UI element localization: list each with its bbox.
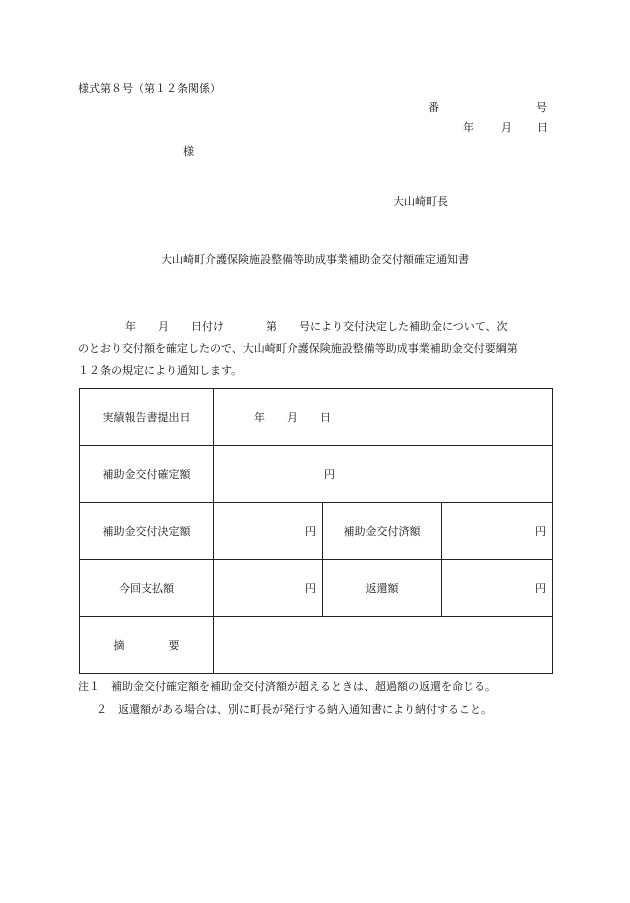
remarks-label: 摘 要 <box>80 617 214 674</box>
date-day-label: 日 <box>537 121 548 134</box>
table-row <box>80 389 553 446</box>
body-line-1 <box>78 320 508 334</box>
table-row <box>80 617 553 674</box>
body-month: 月 <box>158 320 169 333</box>
refund-amount-field: 円 <box>442 560 553 617</box>
paid-amount-label: 補助金交付済額 <box>323 503 442 560</box>
date-year-label: 年 <box>463 121 474 134</box>
refund-amount-label: 返還額 <box>323 560 442 617</box>
table-row <box>80 446 553 503</box>
document-title: 大山崎町介護保険施設整備等助成事業補助金交付額確定通知書 <box>161 253 469 266</box>
go-label: 号 <box>536 101 547 114</box>
note-2: ２ 返還額がある場合は、別に町長が発行する納入通知書により納付すること。 <box>96 703 492 716</box>
current-payment-field: 円 <box>214 560 323 617</box>
ban-label: 番 <box>428 101 439 114</box>
submission-date-label: 実績報告書提出日 <box>80 389 214 446</box>
body-line-1-rest: 号により交付決定した補助金について、次 <box>299 320 508 333</box>
issuer-name: 大山崎町長 <box>393 195 448 208</box>
remarks-field <box>214 617 553 674</box>
body-year: 年 <box>125 320 136 333</box>
confirmed-amount-label: 補助金交付確定額 <box>80 446 214 503</box>
date-month-label: 月 <box>501 121 512 134</box>
body-line-3: １２条の規定により通知します。 <box>78 364 243 377</box>
note-1: 注１ 補助金交付確定額を補助金交付済額が超えるときは、超過額の返還を命じる。 <box>78 680 496 693</box>
decided-amount-label: 補助金交付決定額 <box>80 503 214 560</box>
form-number: 様式第８号（第１２条関係） <box>78 82 221 95</box>
details-table <box>79 388 553 674</box>
paid-amount-field: 円 <box>442 503 553 560</box>
table-row <box>80 503 553 560</box>
decided-amount-field: 円 <box>214 503 323 560</box>
table-row <box>80 560 553 617</box>
body-dated: 日付け <box>191 320 224 333</box>
addressee-suffix: 様 <box>183 145 194 158</box>
confirmed-amount-field: 円 <box>214 446 553 503</box>
body-dai: 第 <box>266 320 277 333</box>
current-payment-label: 今回支払額 <box>80 560 214 617</box>
body-line-2: のとおり交付額を確定したので、大山崎町介護保険施設整備等助成事業補助金交付要綱第 <box>78 342 518 355</box>
submission-date-field: 年 月 日 <box>214 389 553 446</box>
